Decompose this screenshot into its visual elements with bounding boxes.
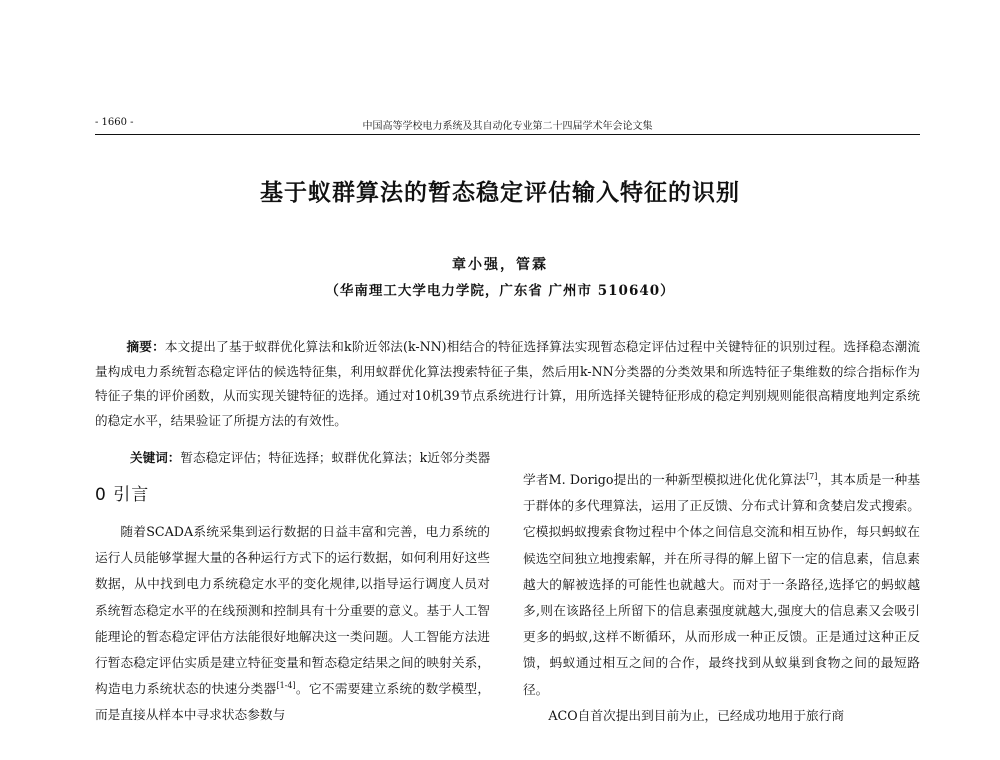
paper-title: 基于蚁群算法的暂态稳定评估输入特征的识别 — [260, 180, 740, 206]
abstract-text: 本文提出了基于蚁群优化算法和k阶近邻法(k-NN)相结合的特征选择算法实现暂态稳定评估过程中关键特征的识别过程。选择稳态潮流量构成电力系统暂态稳定评估的候选特征集，利用蚁群优化算法搜索特征子集，然后用k-NN分类器的分类效果和所选特征子集维数的综合指标作为特征子集的评价函数，从而实现关键特征的选择。通过对10机39节点系统进行计算，用所选择关键特征形成的稳定判别规则能很高精度地判定系统的稳定水平，结果验证了所提方法的有效性。 — [95, 339, 920, 429]
header-rule — [95, 134, 920, 135]
citation: [1-4] — [276, 680, 296, 690]
paragraph-text: 学者M. Dorigo提出的一种新型模拟进化优化算法 — [523, 472, 807, 487]
section-heading-introduction: 0 引言 — [95, 485, 150, 505]
paragraph — [95, 519, 490, 729]
paragraph — [523, 703, 920, 729]
keywords-label: 关键词： — [130, 450, 181, 465]
keywords-text: 暂态稳定评估；特征选择；蚁群优化算法；k近邻分类器 — [180, 450, 491, 465]
abstract-label: 摘要： — [126, 339, 165, 354]
paragraph-text: 随着SCADA系统采集到运行数据的日益丰富和完善，电力系统的运行人员能够掌握大量的各种运行方式下的运行数据，如何利用好这些数据，从中找到电力系统稳定水平的变化规律,以指导运行调度人员对系统暂态稳定水平的在线预测和控制具有十分重要的意义。基于人工智能理论的暂态稳定评估方法能很好地解决这一类问题。人工智能方法进行暂态稳定评估实质是建立特征变量和暂态稳定结果之间的映射关系，构造电力系统状态的快速分类器 — [95, 524, 490, 697]
paragraph-text: ，其本质是一种基于群体的多代理算法，运用了正反馈、分布式计算和贪婪启发式搜索。它模拟蚂蚁搜索食物过程中个体之间信息交流和相互协作，每只蚂蚁在候选空间独立地搜索解，并在所寻得的解上留下一定的信息素，信息素越大的解被选择的可能性也就越大。而对于一条路径,选择它的蚂蚁越多,则在该路径上所留下的信息素强度就越大,强度大的信息素又会吸引更多的蚂蚁,这样不断循环，从而形成一种正反馈。正是通过这种正反馈，蚂蚁通过相互之间的合作，最终找到从蚁巢到食物之间的最短路径。 — [523, 472, 921, 697]
paragraph — [523, 467, 920, 703]
citation: [7] — [806, 471, 818, 481]
abstract — [95, 335, 920, 434]
affiliation: （华南理工大学电力学院，广东省 广州市 510640） — [325, 283, 675, 299]
running-head — [95, 117, 920, 133]
authors: 章小强，管霖 — [452, 257, 548, 273]
left-column — [95, 519, 490, 729]
paragraph-text: 。它不需要建立系统的数学模型，而是直接从样本中寻求状态参数与 — [95, 681, 491, 723]
right-column — [523, 467, 920, 729]
paragraph-text: ACO自首次提出到目前为止，已经成功地用于旅行商 — [548, 707, 845, 723]
page-number: - 1660 - — [95, 117, 134, 128]
journal-name: 中国高等学校电力系统及其自动化专业第二十四届学术年会论文集 — [362, 121, 653, 132]
